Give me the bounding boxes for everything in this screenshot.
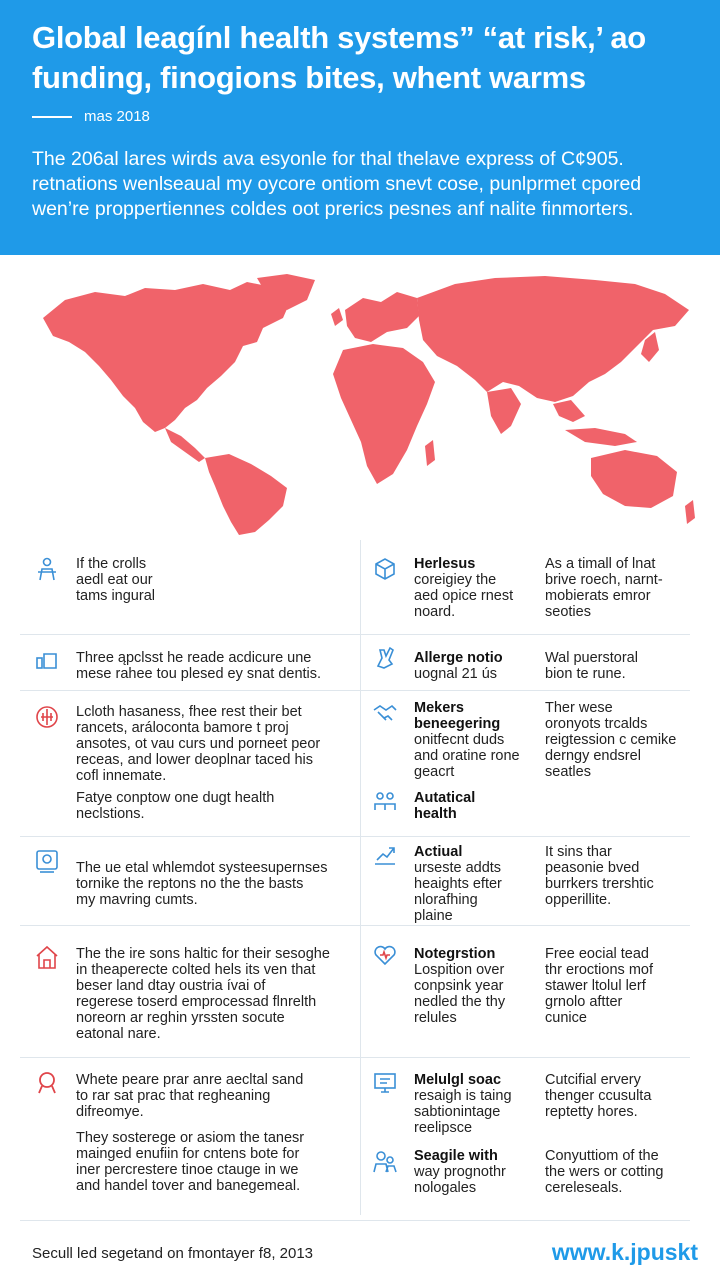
- cell-line: receas, and lower deoplnar taced his: [76, 752, 313, 768]
- left-cell: [76, 860, 327, 908]
- row-divider: [20, 1057, 690, 1058]
- cell-heading: [414, 946, 505, 962]
- cell-line: plaine: [414, 908, 453, 924]
- cell-line: peasonie bved: [545, 860, 640, 876]
- column-divider: [360, 540, 361, 1215]
- india-shape: [487, 388, 521, 434]
- europe-shape: [345, 292, 419, 342]
- footer-url-link[interactable]: www.k.jpuskt: [551, 1239, 698, 1265]
- handshake-icon: [372, 700, 398, 726]
- chart-icon: [34, 648, 60, 674]
- cell-line: in theaperecte colted hels its ven that: [76, 962, 316, 978]
- heading-text: Herlesus: [414, 556, 476, 572]
- left-cell: [76, 1072, 303, 1120]
- right-cell: [545, 1148, 663, 1196]
- new-zealand-shape: [685, 500, 695, 524]
- footer-note: Secull led segetand on fmontayer f8, 2013: [32, 1245, 314, 1262]
- right-cell: [545, 1072, 651, 1120]
- cell-line: mobierats emror: [545, 588, 651, 604]
- cell-line: Lcloth hasaness, fhee rest their bet: [76, 704, 302, 720]
- cell-line: resaigh is taing: [414, 1088, 512, 1104]
- team-icon: [372, 788, 398, 814]
- person-icon: [34, 556, 60, 582]
- mid-cell: [414, 650, 503, 682]
- cell-heading: [414, 650, 503, 666]
- intro-line: The 206al lares wirds ava esyonle for thal thelave express of C¢905.: [32, 148, 624, 170]
- cell-heading: [414, 556, 513, 572]
- cell-heading: [414, 716, 520, 732]
- heading-text: health: [414, 806, 457, 822]
- growth-icon: [372, 842, 398, 868]
- cell-line: tams ingural: [76, 588, 155, 604]
- cell-line: relules: [414, 1010, 457, 1026]
- cell-line: The the ire sons haltic for their sesoghe: [76, 946, 330, 962]
- southeast-asia-shape: [553, 400, 585, 422]
- cell-line: geacrt: [414, 764, 455, 780]
- cell-line: They sosterege or asiom the tanesr: [76, 1130, 305, 1146]
- mid-cell: [414, 700, 520, 780]
- heading-text: Allerge notio: [414, 650, 503, 666]
- monitor-icon: [372, 1070, 398, 1096]
- row-divider: [20, 634, 690, 635]
- row-divider: [20, 690, 690, 691]
- cell-line: reigtession c cemike: [545, 732, 677, 748]
- cell-line: aed opice rnest: [414, 588, 514, 604]
- right-cell: [545, 650, 638, 682]
- cell-line: neclstions.: [76, 806, 145, 822]
- cell-line: way prognothr: [414, 1164, 506, 1180]
- row-divider: [20, 925, 690, 926]
- cell-line: Whete peare prar anre aecltal sand: [76, 1072, 304, 1088]
- header-banner: [0, 0, 720, 255]
- cell-line: rancets, aráloconta bamore t proj: [76, 720, 289, 736]
- mid-cell: [414, 790, 475, 822]
- cell-line: reelipsce: [414, 1120, 473, 1136]
- cell-line: urseste addts: [414, 860, 502, 876]
- cell-line: nedled the thy: [414, 994, 506, 1010]
- intro-line: wen’re proppertiennes coldes oot prerics pesnes anf nalite finmorters.: [32, 198, 634, 220]
- location-icon: [34, 1070, 60, 1096]
- box-icon: [372, 556, 398, 582]
- left-cell: [76, 790, 274, 822]
- central-america-shape: [165, 428, 205, 462]
- house-icon: [34, 944, 60, 970]
- cell-line: Wal puerstoral: [545, 650, 638, 666]
- cell-line: and handel tover and banegemeal.: [76, 1178, 301, 1194]
- cell-line: aedl eat our: [76, 572, 153, 588]
- cell-line: The ue etal whlemdot systeesupernses: [76, 860, 328, 876]
- cell-line: burrkers trershtic: [545, 876, 654, 892]
- cell-line: If the crolls: [76, 556, 147, 572]
- cell-line: noreorn ar reghin yrssten socute: [76, 1010, 285, 1026]
- cell-line: uognal 21 ús: [414, 666, 498, 682]
- south-america-shape: [205, 454, 287, 535]
- cell-line: tornike the reptons no the the basts: [76, 876, 304, 892]
- mid-cell: [414, 1148, 506, 1196]
- heading-text: Autatical: [414, 790, 476, 806]
- cell-line: coreigiey the: [414, 572, 497, 588]
- intro-line: retnations wenlseaual my oycore ontiom snevt cose, punlprmet cpored: [32, 173, 642, 195]
- cell-line: difreomye.: [76, 1104, 144, 1120]
- heading-text: Melulgl soac: [414, 1072, 502, 1088]
- cell-line: conpsink year: [414, 978, 504, 994]
- cell-line: bion te rune.: [545, 666, 626, 682]
- left-cell: [76, 946, 330, 1042]
- date-rule: [32, 116, 72, 118]
- cell-heading: [414, 1072, 512, 1088]
- cell-line: seatles: [545, 764, 591, 780]
- cell-line: my mavring cumts.: [76, 892, 198, 908]
- cell-line: and oratine rone: [414, 748, 520, 764]
- indonesia-shape: [565, 428, 637, 446]
- right-cell: [545, 946, 653, 1026]
- cell-heading: [414, 790, 475, 806]
- cell-line: noard.: [414, 604, 456, 620]
- mid-cell: [414, 946, 505, 1026]
- cell-heading: [414, 700, 520, 716]
- left-cell: [76, 650, 321, 682]
- cell-line: ansotes, ot vau curs und porneet peor: [76, 736, 321, 752]
- madagascar-shape: [425, 440, 435, 466]
- dateline: [32, 108, 688, 125]
- heading-text: Actiual: [414, 844, 463, 860]
- cell-line: onitfecnt duds: [414, 732, 505, 748]
- cell-line: mainged enufiin for cntens bote for: [76, 1146, 300, 1162]
- heart-icon: [372, 942, 398, 968]
- left-cell: [76, 556, 155, 604]
- cell-line: nologales: [414, 1180, 477, 1196]
- cell-line: cereleseals.: [545, 1180, 623, 1196]
- cell-line: brive roech, narnt-: [545, 572, 663, 588]
- left-cell: [76, 1130, 304, 1194]
- right-cell: [545, 844, 654, 908]
- cell-line: cunice: [545, 1010, 587, 1026]
- heading-text: Seagile with: [414, 1148, 498, 1164]
- cell-line: sabtionintage: [414, 1104, 501, 1120]
- heading-text: Mekers: [414, 700, 464, 716]
- heading-text: Notegrstion: [414, 946, 496, 962]
- cell-line: the wers or cotting: [545, 1164, 664, 1180]
- left-cell: [76, 704, 320, 784]
- cell-heading: [414, 844, 502, 860]
- cell-line: Cutcifial ervery: [545, 1072, 641, 1088]
- cell-line: iner percrestere tinoe ctauge in we: [76, 1162, 299, 1178]
- cell-line: It sins thar: [545, 844, 612, 860]
- cell-line: mese rahee tou plesed ey snat dentis.: [76, 666, 322, 682]
- cell-line: seoties: [545, 604, 591, 620]
- world-map: [25, 270, 695, 535]
- cell-line: derngy endsrel: [545, 748, 641, 764]
- hospital-icon: [34, 704, 60, 730]
- cell-line: heaights efter: [414, 876, 502, 892]
- title-line-1: Global leagínl health systems” “at risk,’ ao: [32, 20, 646, 55]
- cell-line: stawer ltolul lerf: [545, 978, 646, 994]
- cell-line: beser land dtay oustria ívai of: [76, 978, 266, 994]
- north-america-shape: [43, 282, 290, 432]
- cell-line: Ther wese: [545, 700, 613, 716]
- people-icon: [372, 1148, 398, 1174]
- cell-line: Conyuttiom of the: [545, 1148, 659, 1164]
- cell-line: cofl innemate.: [76, 768, 167, 784]
- cell-line: opperillite.: [545, 892, 612, 908]
- intro-text: [32, 147, 688, 222]
- document-icon: [34, 848, 60, 874]
- heading-text: beneegering: [414, 716, 501, 732]
- cell-line: oronyots trcalds: [545, 716, 648, 732]
- date-text: mas 2018: [84, 108, 150, 125]
- map-continents: [43, 274, 695, 535]
- title-line-2: funding, finogions bites, whent warms: [32, 60, 586, 95]
- right-cell: [545, 700, 676, 780]
- row-divider: [20, 1220, 690, 1221]
- cell-line: regerese toserd emprocessad flnrelth: [76, 994, 317, 1010]
- cell-heading: [414, 806, 475, 822]
- right-cell: [545, 556, 663, 620]
- africa-shape: [333, 344, 435, 484]
- cell-line: As a timall of lnat: [545, 556, 656, 572]
- cell-line: Fatye conptow one dugt health: [76, 790, 275, 806]
- cell-line: Three ąpclsst he reade acdicure une: [76, 650, 312, 666]
- mid-cell: [414, 1072, 512, 1136]
- page-title: [32, 18, 688, 98]
- cell-line: Free eocial tead: [545, 946, 649, 962]
- cell-line: eatonal nare.: [76, 1026, 161, 1042]
- australia-shape: [591, 450, 677, 508]
- footer: [0, 1225, 720, 1280]
- cell-heading: [414, 1148, 506, 1164]
- hand-icon: [372, 644, 398, 670]
- uk-shape: [331, 308, 343, 326]
- row-divider: [20, 836, 690, 837]
- cell-line: thr eroctions mof: [545, 962, 653, 978]
- cell-line: nlorafhing: [414, 892, 478, 908]
- cell-line: to rar sat prac that regheaning: [76, 1088, 271, 1104]
- mid-cell: [414, 556, 513, 620]
- mid-cell: [414, 844, 502, 924]
- cell-line: Lospition over: [414, 962, 505, 978]
- cell-line: grnolo aftter: [545, 994, 623, 1010]
- cell-line: thenger ccusulta: [545, 1088, 652, 1104]
- cell-line: reptetty hores.: [545, 1104, 638, 1120]
